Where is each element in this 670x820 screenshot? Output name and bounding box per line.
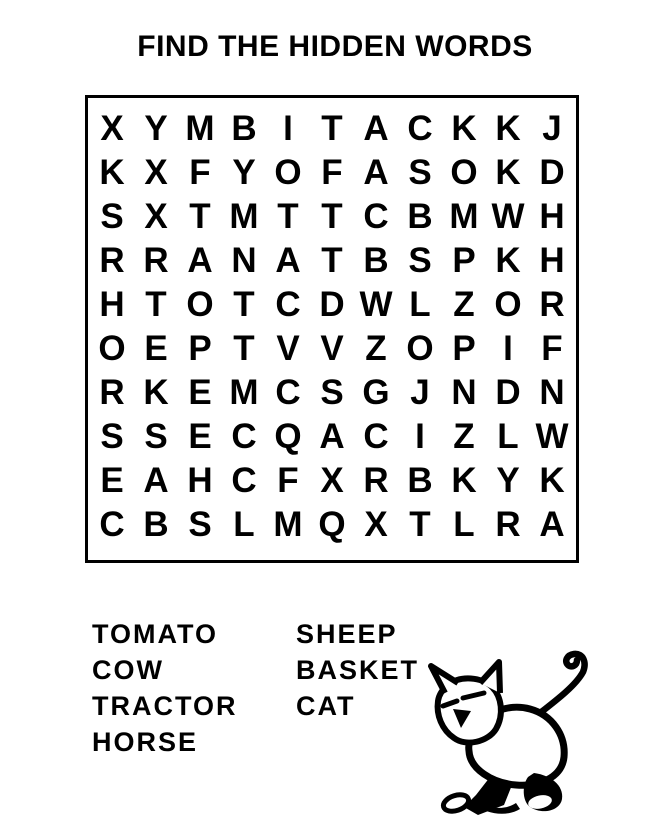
word-search-grid (85, 95, 579, 563)
grid-letter: S (100, 196, 124, 236)
grid-letter: F (189, 152, 211, 192)
grid-letter: X (100, 108, 124, 148)
grid-letter: S (100, 416, 124, 456)
grid-letter: K (495, 108, 521, 148)
grid-letter: T (233, 284, 255, 324)
grid-letter: F (277, 460, 299, 500)
grid-letter: C (231, 416, 257, 456)
grid-letter: W (491, 196, 525, 236)
grid-letter: A (187, 240, 213, 280)
grid-letter: L (409, 284, 431, 324)
grid-letter: T (409, 504, 431, 544)
grid-letter: T (145, 284, 167, 324)
grid-letter: A (363, 152, 389, 192)
grid-letter: L (497, 416, 519, 456)
grid-letter: P (452, 240, 476, 280)
grid-letter: H (539, 240, 565, 280)
word-list-item: SHEEP (296, 619, 398, 649)
grid-letter: K (143, 372, 169, 412)
grid-letter: H (539, 196, 565, 236)
grid-letter: V (276, 328, 300, 368)
grid-letter: O (274, 152, 302, 192)
grid-letter: N (539, 372, 565, 412)
grid-letter: O (494, 284, 522, 324)
grid-letter: I (503, 328, 513, 368)
grid-letter: T (233, 328, 255, 368)
grid-letter: A (275, 240, 301, 280)
grid-letter: K (539, 460, 565, 500)
grid-letter: M (229, 372, 259, 412)
word-list-column-1 (92, 617, 238, 761)
grid-letter: T (189, 196, 211, 236)
grid-letter: H (187, 460, 213, 500)
word-list-item: TRACTOR (92, 691, 238, 721)
grid-letter: Q (318, 504, 346, 544)
grid-letter: S (408, 152, 432, 192)
grid-letter: S (408, 240, 432, 280)
grid-letter: M (273, 504, 303, 544)
grid-letter: B (231, 108, 257, 148)
grid-letter: E (144, 328, 168, 368)
cat-tail (540, 654, 585, 713)
grid-letter: T (277, 196, 299, 236)
grid-letter: X (144, 196, 168, 236)
grid-letter: C (231, 460, 257, 500)
grid-letter: B (407, 460, 433, 500)
grid-letter: O (98, 328, 126, 368)
grid-letter: A (319, 416, 345, 456)
word-list-item: CAT (296, 691, 356, 721)
grid-letter: B (363, 240, 389, 280)
grid-letter: C (275, 372, 301, 412)
grid-letter: O (450, 152, 478, 192)
grid-letter: D (319, 284, 345, 324)
grid-letter: K (495, 240, 521, 280)
grid-letter: L (233, 504, 255, 544)
grid-letter: W (359, 284, 393, 324)
grid-letter: C (99, 504, 125, 544)
grid-letter: Z (453, 284, 475, 324)
grid-letter: T (321, 196, 343, 236)
grid-letter: R (363, 460, 389, 500)
grid-letter: C (363, 416, 389, 456)
grid-letter: C (363, 196, 389, 236)
grid-letter: G (362, 372, 390, 412)
word-list-item: HORSE (92, 727, 199, 757)
grid-letter: X (144, 152, 168, 192)
grid-letter: W (535, 416, 569, 456)
grid-letter: C (407, 108, 433, 148)
grid-letter: S (188, 504, 212, 544)
grid-letter: Y (144, 108, 168, 148)
grid-letter: N (451, 372, 477, 412)
grid-letter: Y (232, 152, 256, 192)
grid-letter: A (143, 460, 169, 500)
grid-letter: Y (496, 460, 520, 500)
page-title: FIND THE HIDDEN WORDS (137, 30, 533, 63)
grid-letter: M (449, 196, 479, 236)
grid-letter: I (283, 108, 293, 148)
grid-letter: T (321, 240, 343, 280)
cat-front-paw (441, 792, 470, 814)
grid-letter: B (143, 504, 169, 544)
cat-illustration (412, 645, 664, 817)
grid-letter: A (363, 108, 389, 148)
grid-letter: R (99, 372, 125, 412)
grid-letter: R (495, 504, 521, 544)
grid-letter: X (320, 460, 344, 500)
grid-letter: P (452, 328, 476, 368)
grid-letter: K (495, 152, 521, 192)
grid-letter: I (415, 416, 425, 456)
grid-letter: O (186, 284, 214, 324)
grid-letter: V (320, 328, 344, 368)
grid-letter: K (99, 152, 125, 192)
grid-letter: B (407, 196, 433, 236)
grid-letter: N (231, 240, 257, 280)
grid-letter: A (539, 504, 565, 544)
grid-letter: R (143, 240, 169, 280)
word-list-item: BASKET (296, 655, 420, 685)
grid-letter: J (542, 108, 562, 148)
word-list-item: COW (92, 655, 164, 685)
grid-letter: E (100, 460, 124, 500)
grid-letter: F (541, 328, 563, 368)
grid-letter: M (229, 196, 259, 236)
grid-letter: R (539, 284, 565, 324)
grid-letter: D (495, 372, 521, 412)
grid-letter: Z (453, 416, 475, 456)
grid-letter: M (185, 108, 215, 148)
grid-letter: P (188, 328, 212, 368)
grid-letter: L (453, 504, 475, 544)
grid-letter: Q (274, 416, 302, 456)
grid-letter: J (410, 372, 430, 412)
word-list-item: TOMATO (92, 619, 218, 649)
grid-letter: E (188, 416, 212, 456)
grid-letter: C (275, 284, 301, 324)
grid-letter: F (321, 152, 343, 192)
grid-letter: K (451, 108, 477, 148)
grid-letter: T (321, 108, 343, 148)
grid-letter: S (144, 416, 168, 456)
grid-letter: O (406, 328, 434, 368)
word-list-column-2 (296, 617, 419, 725)
grid-letter: R (99, 240, 125, 280)
grid-letter: K (451, 460, 477, 500)
grid-letter: S (320, 372, 344, 412)
grid-letter: X (364, 504, 388, 544)
grid-letter: Z (365, 328, 387, 368)
grid-letter: E (188, 372, 212, 412)
grid-letter: H (99, 284, 125, 324)
grid-letter: D (539, 152, 565, 192)
